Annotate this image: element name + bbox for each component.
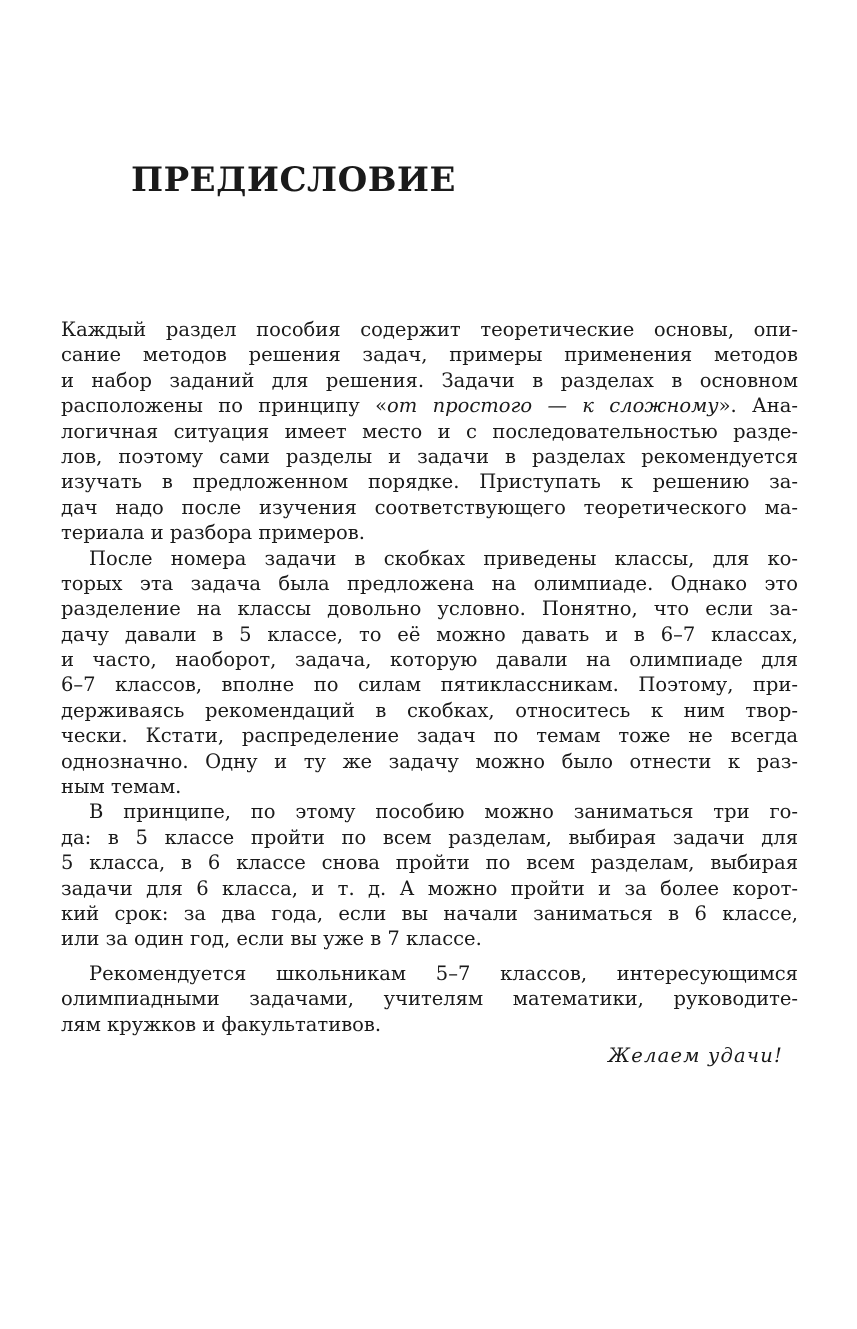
preface-body — [61, 317, 798, 1037]
text-line: 6–7 классов, вполне по силам пятиклассникам. Поэтому, при- — [61, 673, 798, 697]
text-line: ным темам. — [61, 775, 182, 799]
text-line: держиваясь рекомендаций в скобках, относитесь к ним твор- — [61, 698, 798, 722]
text-line: олимпиадными задачами, учителям математики, руководите- — [61, 987, 798, 1011]
signoff: Желаем удачи! — [608, 1044, 783, 1067]
text-line: В принципе, по этому пособию можно заниматься три го- — [89, 800, 798, 824]
text-line: Каждый раздел пособия содержит теоретические основы, опи- — [61, 318, 798, 341]
paragraph-3 — [61, 799, 798, 951]
text-line: лов, поэтому сами разделы и задачи в разделах рекомендуется — [61, 444, 798, 468]
page-title: ПРЕДИСЛОВИЕ — [131, 160, 456, 200]
italic-phrase: от простого — к сложному — [387, 394, 719, 418]
text-line: и набор заданий для решения. Задачи в разделах в основном — [61, 368, 798, 392]
text-line: изучать в предложенном порядке. Приступать к решению за- — [61, 470, 798, 494]
text-line-with-italic: расположены по принципу «от простого — к сложному». Ана- — [61, 394, 798, 418]
text-line: торых эта задача была предложена на олимпиаде. Однако это — [61, 571, 798, 595]
text-line: или за один год, если вы уже в 7 классе. — [61, 927, 482, 951]
text-line: дач надо после изучения соответствующего теоретического ма- — [61, 495, 798, 519]
paragraph-2 — [61, 546, 798, 800]
text-line: да: в 5 классе пройти по всем разделам, выбирая задачи для — [61, 825, 798, 849]
text-line: задачи для 6 класса, и т. д. А можно пройти и за более корот- — [61, 876, 798, 900]
text-line: Рекомендуется школьникам 5–7 классов, интересующимся — [89, 961, 798, 985]
text-line: териала и разбора примеров. — [61, 521, 365, 545]
text-line: чески. Кстати, распределение задач по темам тоже не всегда — [61, 724, 798, 748]
text-line: однозначно. Одну и ту же задачу можно было отнести к раз- — [61, 749, 798, 773]
paragraph-4 — [61, 961, 798, 1037]
text-line: После номера задачи в скобках приведены классы, для ко- — [89, 546, 798, 570]
text-line: 5 класса, в 6 классе снова пройти по всем разделам, выбирая — [61, 851, 798, 875]
text-line: разделение на классы довольно условно. Понятно, что если за- — [61, 597, 798, 621]
text-line: сание методов решения задач, примеры применения методов — [61, 343, 798, 367]
paragraph-1 — [61, 317, 798, 546]
text-line: лям кружков и факультативов. — [61, 1012, 382, 1036]
text-line: кий срок: за два года, если вы начали заниматься в 6 классе, — [61, 901, 798, 925]
text-line: логичная ситуация имеет место и с последовательностью разде- — [61, 419, 798, 443]
text-line: дачу давали в 5 классе, то её можно давать и в 6–7 классах, — [61, 622, 798, 646]
text-line: и часто, наоборот, задача, которую давали на олимпиаде для — [61, 648, 798, 672]
